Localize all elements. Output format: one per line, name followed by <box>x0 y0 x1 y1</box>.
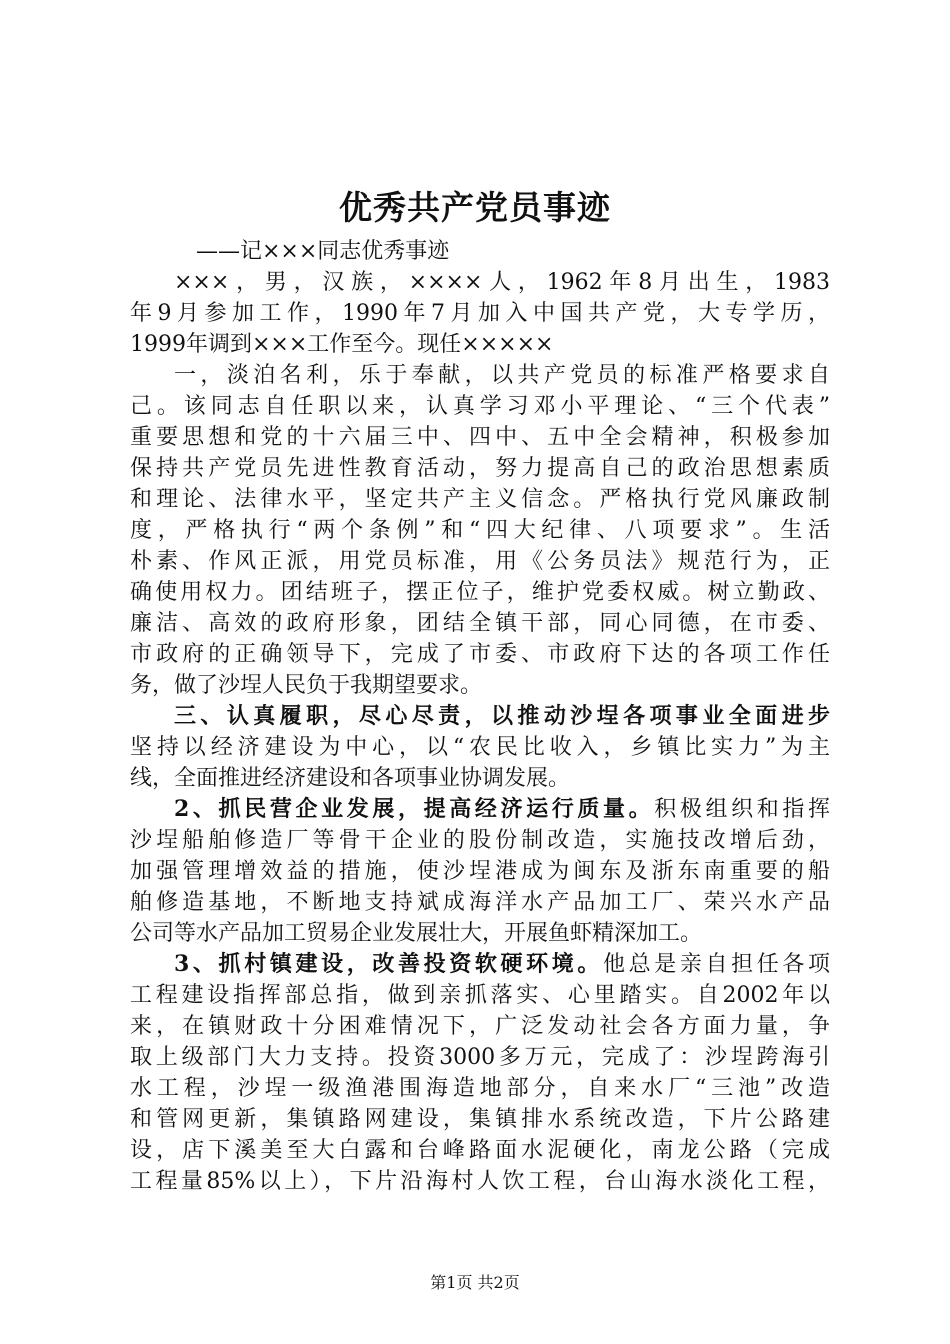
document-subtitle: ——记×××同志优秀事迹 <box>196 239 450 264</box>
text-line: 工程量85%以上），下片沿海村人饮工程，台山海水淡化工程， <box>130 1169 830 1194</box>
document-body <box>130 236 830 1197</box>
text-line: 来，在镇财政十分困难情况下，广泛发动社会各方面力量，争 <box>130 1014 830 1039</box>
text-line <box>130 794 830 825</box>
text-line: 和理论、法律水平，坚定共产主义信念。严格执行党风廉政制 <box>130 487 830 512</box>
text-line: 和管网更新，集镇路网建设，集镇排水系统改造，下片公路建 <box>130 1107 830 1132</box>
text-line: 务，做了沙埕人民负于我期望要求。 <box>130 673 483 698</box>
text-line: 确使用权力。团结班子，摆正位子，维护党委权威。树立勤政、 <box>130 580 830 605</box>
bold-heading: 2、抓民营企业发展，提高经济运行质量。 <box>174 796 655 822</box>
text-line: 三、认真履职，尽心尽责，以推动沙埕各项事业全面进步 <box>174 703 830 729</box>
text-line: 沙埕船舶修造厂等骨干企业的股份制改造，实施技改增后劲， <box>130 828 830 853</box>
text-line: 市政府的正确领导下，完成了市委、市政府下达的各项工作任 <box>130 642 830 667</box>
text-line: 加强管理增效益的措施，使沙埕港成为闽东及浙东南重要的船 <box>130 859 830 884</box>
text-line <box>130 949 830 980</box>
text-line: 己。该同志自任职以来，认真学习邓小平理论、“三个代表” <box>130 394 830 419</box>
line-text: 他总是亲自担任各项 <box>602 952 830 977</box>
bold-heading: 3、抓村镇建设，改善投资软硬环境。 <box>174 951 603 977</box>
text-line: 取上级部门大力支持。投资3000多万元，完成了：沙埕跨海引 <box>130 1045 830 1070</box>
paragraph-lines <box>130 267 830 1197</box>
text-line: 舶修造基地，不断地支持斌成海洋水产品加工厂、荣兴水产品 <box>130 890 830 915</box>
document-title: 优秀共产党员事迹 <box>339 188 611 227</box>
text-line: 工程建设指挥部总指，做到亲抓落实、心里踏实。自2002年以 <box>130 983 830 1008</box>
text-line: 一，淡泊名利，乐于奉献，以共产党员的标准严格要求自 <box>174 363 830 388</box>
text-line: 度，严格执行“两个条例”和“四大纪律、八项要求”。生活 <box>130 518 830 543</box>
text-line: 坚持以经济建设为中心，以“农民比收入，乡镇比实力”为主 <box>130 735 830 760</box>
text-line: 重要思想和党的十六届三中、四中、五中全会精神，积极参加 <box>130 425 830 450</box>
text-line: 设，店下溪美至大白露和台峰路面水泥硬化，南龙公路（完成 <box>130 1138 830 1163</box>
text-line: 公司等水产品加工贸易企业发展壮大，开展鱼虾精深加工。 <box>130 921 703 946</box>
text-line: 朴素、作风正派，用党员标准，用《公务员法》规范行为，正 <box>130 549 830 574</box>
text-line: 年9月参加工作，1990年7月加入中国共产党，大专学历， <box>130 301 830 326</box>
text-line: 水工程，沙埕一级渔港围海造地部分，自来水厂“三池”改造 <box>130 1076 830 1101</box>
text-line: ×××，男，汉族，××××人，1962年8月出生，1983 <box>174 270 830 295</box>
text-line: 线，全面推进经济建设和各项事业协调发展。 <box>130 766 571 791</box>
line-text: 积极组织和指挥 <box>654 797 830 822</box>
text-line: 1999年调到×××工作至今。现任××××× <box>130 332 554 357</box>
page-footer: 第1页 共2页 <box>430 1273 520 1292</box>
text-line: 保持共产党员先进性教育活动，努力提高自己的政治思想素质 <box>130 456 830 481</box>
text-line: 廉洁、高效的政府形象，团结全镇干部，同心同德，在市委、 <box>130 611 830 636</box>
